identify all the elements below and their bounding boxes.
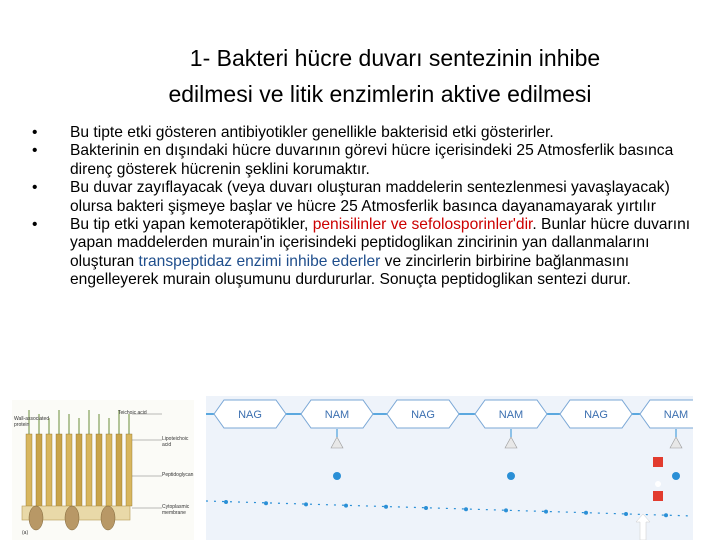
peptidoglycan-diagram bbox=[206, 396, 693, 540]
sugar-label: NAM bbox=[663, 409, 689, 421]
peptidoglycan-layer bbox=[126, 434, 132, 506]
membrane-protein bbox=[65, 506, 79, 530]
bullet-text-part: ve zincirlerin birbirine bağlanmasını engelleyerek murain oluşumunu durdururlar. Sonuçta peptidoglikan sentezi durur. bbox=[70, 252, 631, 289]
bullet-text: Bu tipte etki gösteren antibiyotikler genellikle bakterisid etki gösterirler. bbox=[70, 124, 554, 141]
peptidoglycan-svg bbox=[206, 396, 693, 540]
chain-dot bbox=[584, 511, 588, 515]
chain-dot bbox=[504, 508, 508, 512]
bullet-list bbox=[32, 124, 692, 290]
peptidoglycan-layer bbox=[26, 434, 32, 506]
amino-acid-dot bbox=[333, 472, 341, 480]
peptidoglycan-layer bbox=[116, 434, 122, 506]
peptidoglycan-layer bbox=[86, 434, 92, 506]
bullet-marker: • bbox=[32, 142, 38, 160]
peptidoglycan-layer bbox=[76, 434, 82, 506]
white-dot bbox=[655, 481, 661, 487]
bullet-text-part: . Bunlar hücre duvarını yapan maddelerden murain'in içerisindeki peptidoglikan zincirinin yan dallanmalarını oluşturan bbox=[70, 216, 691, 270]
title-line-2: edilmesi ve litik enzimlerin aktive edilmesi bbox=[168, 81, 592, 107]
chain-dot bbox=[264, 501, 268, 505]
crosslink-square bbox=[653, 457, 663, 467]
sugar-label: NAG bbox=[584, 409, 608, 421]
bullet-marker: • bbox=[32, 124, 38, 141]
membrane-protein bbox=[29, 506, 43, 530]
chain-dot bbox=[464, 507, 468, 511]
label-figure-part: (a) bbox=[22, 530, 29, 536]
amino-acid-dot bbox=[672, 472, 680, 480]
bullet-item bbox=[32, 124, 692, 142]
chain-dot bbox=[384, 505, 388, 509]
crosslink-square bbox=[653, 491, 663, 501]
amino-acid-dot bbox=[507, 472, 515, 480]
peptidoglycan-layer bbox=[46, 434, 52, 506]
chain-dot bbox=[664, 513, 668, 517]
bullet-text-part: Bu tip etki yapan kemoterapötikler, bbox=[70, 216, 313, 234]
bullet-item bbox=[32, 216, 692, 290]
chain-dot bbox=[224, 500, 228, 504]
glycan-chain-lower bbox=[206, 501, 693, 516]
sugar-label: NAM bbox=[324, 409, 350, 421]
chain-dot bbox=[544, 510, 548, 514]
chain-dot bbox=[624, 512, 628, 516]
peptide-triangle bbox=[670, 437, 682, 448]
bullet-item bbox=[32, 179, 692, 216]
label-lipoteichoic-acid: Lipoteichoic acid bbox=[162, 436, 189, 448]
highlight-transpeptidase: transpeptidaz enzimi inhibe ederler bbox=[138, 252, 381, 270]
chain-dot bbox=[424, 506, 428, 510]
chain-dot bbox=[344, 504, 348, 508]
chain-dot bbox=[304, 502, 308, 506]
sugar-label: NAM bbox=[498, 409, 524, 421]
slide-title bbox=[60, 40, 700, 112]
label-peptidoglycan: Peptidoglycan bbox=[162, 472, 194, 478]
peptide-triangle bbox=[505, 437, 517, 448]
bullet-marker: • bbox=[32, 179, 38, 197]
sugar-label: NAG bbox=[238, 409, 262, 421]
label-cytoplasmic-membrane: Cytoplasmic membrane bbox=[162, 504, 190, 516]
cell-wall-illustration bbox=[12, 400, 194, 540]
bullet-marker: • bbox=[32, 216, 38, 234]
up-arrow-icon bbox=[636, 514, 650, 540]
peptidoglycan-layer bbox=[56, 434, 62, 506]
bullet-text: Bu duvar zayıflayacak (veya duvarı oluşturan maddelerin sentezlenmesi yavaşlayacak) olursa bakteri şişmeye başlar ve hücre 25 Atmosferlik basınca dayanamayarak yırtılır bbox=[70, 179, 670, 215]
sugar-label: NAG bbox=[411, 409, 435, 421]
peptidoglycan-layer bbox=[106, 434, 112, 506]
label-wall-protein: Wall-associated protein bbox=[14, 416, 50, 428]
highlight-penicillins: penisilinler ve sefolosporinler'dir bbox=[312, 216, 533, 234]
peptidoglycan-layer bbox=[36, 434, 42, 506]
bullet-item bbox=[32, 142, 692, 179]
bullet-text: Bakterinin en dışındaki hücre duvarının görevi hücre içerisindeki 25 Atmosferlik basınca direnç gösterek hücrenin şeklini korumaktır. bbox=[70, 142, 674, 178]
label-teichoic-acid: Teichoic acid bbox=[118, 410, 147, 416]
title-line-1: 1- Bakteri hücre duvarı sentezinin inhibe bbox=[189, 45, 601, 71]
membrane-protein bbox=[101, 506, 115, 530]
peptidoglycan-layer bbox=[66, 434, 72, 506]
peptide-triangle bbox=[331, 437, 343, 448]
peptidoglycan-layer bbox=[96, 434, 102, 506]
